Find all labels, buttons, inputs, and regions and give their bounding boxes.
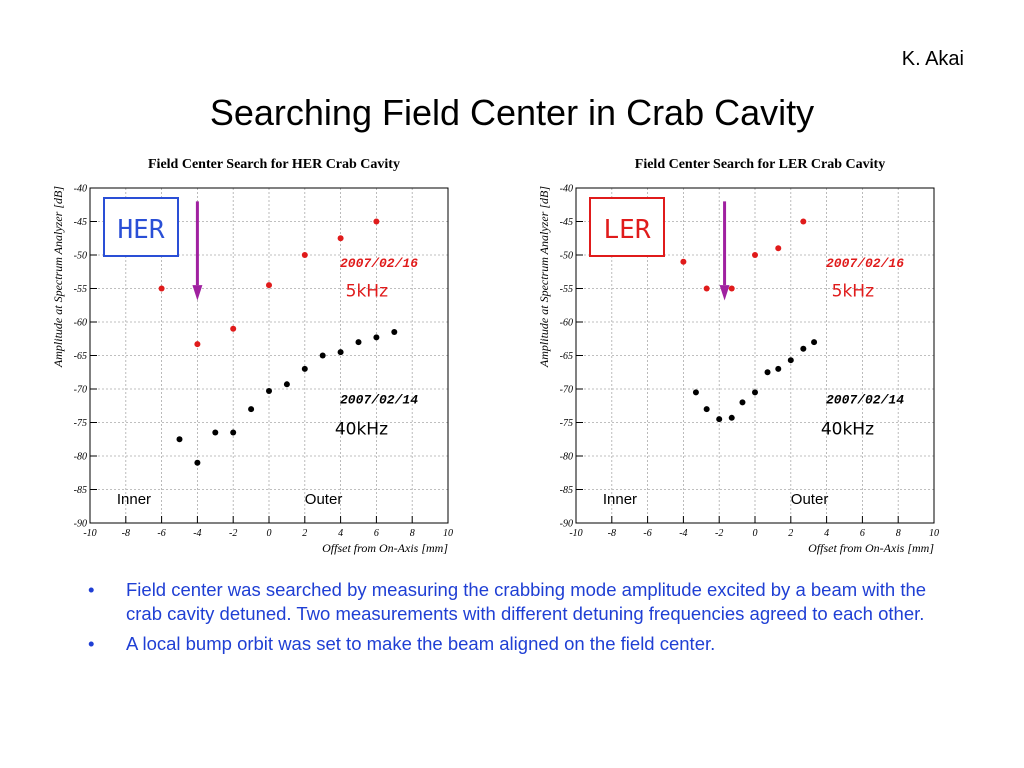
y-axis-title: Amplitude at Spectrum Analyzer [dB] — [537, 186, 551, 368]
data-point — [194, 460, 200, 466]
y-tick-label: -75 — [559, 418, 573, 429]
data-point — [320, 353, 326, 359]
data-point — [338, 349, 344, 355]
y-tick-label: -75 — [73, 418, 87, 429]
detuning-frequency: 5kHz — [831, 281, 874, 302]
data-point — [356, 339, 362, 345]
bullet-text: A local bump orbit was set to make the beam aligned on the field center. — [126, 633, 716, 654]
x-tick-label: 10 — [443, 528, 453, 539]
data-point — [693, 389, 699, 395]
data-point — [159, 286, 165, 292]
x-tick-label: 6 — [859, 528, 865, 539]
x-tick-label: 4 — [824, 528, 830, 539]
data-point — [212, 430, 218, 436]
x-tick-label: 8 — [409, 528, 415, 539]
y-tick-label: -80 — [559, 451, 573, 463]
data-point — [302, 366, 308, 372]
y-tick-label: -85 — [73, 485, 87, 496]
data-point — [729, 286, 735, 292]
data-point — [800, 219, 806, 225]
y-tick-label: -60 — [73, 317, 87, 329]
y-tick-label: -80 — [73, 451, 87, 463]
data-point — [775, 245, 781, 251]
y-tick-label: -40 — [559, 183, 573, 195]
field-center-arrowhead — [720, 285, 730, 300]
y-tick-label: -90 — [73, 518, 87, 530]
data-point — [284, 381, 290, 387]
x-axis-title: Offset from On-Axis [mm] — [322, 541, 448, 555]
data-point — [373, 334, 379, 340]
y-axis-title: Amplitude at Spectrum Analyzer [dB] — [51, 186, 65, 368]
x-tick-label: -4 — [193, 528, 202, 539]
chart-svg — [40, 148, 470, 558]
data-point — [248, 406, 254, 412]
data-point — [752, 389, 758, 395]
x-tick-label: 2 — [302, 528, 308, 539]
measurement-date: 2007/02/14 — [825, 392, 904, 408]
data-point — [788, 357, 794, 363]
bullet-item — [84, 578, 964, 626]
bullet-text: Field center was searched by measuring the crabbing mode amplitude excited by a beam with the crab cavity detuned. Two measurements with different detuning frequencies agreed to each other. — [126, 579, 927, 624]
x-tick-label: -6 — [643, 528, 652, 539]
chart-svg — [526, 148, 956, 558]
x-tick-label: 6 — [373, 528, 379, 539]
measurement-date: 2007/02/14 — [339, 392, 418, 408]
cavity-label: HER — [117, 215, 165, 245]
data-point — [266, 282, 272, 288]
x-tick-label: 8 — [895, 528, 901, 539]
data-point — [391, 329, 397, 335]
data-point — [704, 286, 710, 292]
outer-label: Outer — [790, 491, 829, 509]
data-point — [680, 259, 686, 265]
x-tick-label: 10 — [929, 528, 939, 539]
bullet-marker: • — [88, 579, 95, 600]
measurement-date: 2007/02/16 — [825, 256, 904, 272]
her-chart — [40, 148, 470, 558]
y-tick-label: -55 — [73, 284, 87, 295]
data-point — [729, 415, 735, 421]
data-point — [230, 326, 236, 332]
data-point — [800, 346, 806, 352]
x-tick-label: -8 — [121, 528, 130, 539]
bullet-list — [84, 578, 964, 662]
cavity-label: LER — [603, 215, 651, 245]
data-point — [739, 399, 745, 405]
inner-label: Inner — [116, 491, 152, 509]
x-tick-label: 2 — [788, 528, 794, 539]
detuning-frequency: 40kHz — [334, 419, 388, 440]
y-tick-label: -90 — [559, 518, 573, 530]
x-tick-label: 0 — [266, 528, 272, 539]
ler-chart — [526, 148, 956, 558]
x-tick-label: 4 — [338, 528, 344, 539]
x-tick-label: -4 — [679, 528, 688, 539]
data-point — [716, 416, 722, 422]
data-point — [194, 341, 200, 347]
bullet-item — [84, 632, 964, 656]
x-tick-label: -10 — [83, 528, 97, 539]
x-tick-label: -2 — [715, 528, 724, 539]
measurement-date: 2007/02/16 — [339, 256, 418, 272]
data-point — [775, 366, 781, 372]
y-tick-label: -45 — [559, 217, 573, 228]
x-axis-title: Offset from On-Axis [mm] — [808, 541, 934, 555]
y-tick-label: -85 — [559, 485, 573, 496]
x-tick-label: -8 — [607, 528, 616, 539]
x-tick-label: 0 — [752, 528, 758, 539]
inner-label: Inner — [602, 491, 638, 509]
author-name: K. Akai — [901, 48, 964, 70]
field-center-arrowhead — [192, 285, 202, 300]
data-point — [338, 235, 344, 241]
y-tick-label: -65 — [559, 351, 573, 362]
data-point — [811, 339, 817, 345]
data-point — [373, 219, 379, 225]
x-tick-label: -10 — [569, 528, 583, 539]
y-tick-label: -40 — [73, 183, 87, 195]
x-tick-label: -2 — [229, 528, 238, 539]
chart-title: Field Center Search for LER Crab Cavity — [634, 157, 886, 172]
data-point — [302, 252, 308, 258]
y-tick-label: -45 — [73, 217, 87, 228]
x-tick-label: -6 — [157, 528, 166, 539]
data-point — [266, 388, 272, 394]
y-tick-label: -65 — [73, 351, 87, 362]
y-tick-label: -70 — [73, 384, 87, 396]
y-tick-label: -50 — [559, 250, 573, 262]
y-tick-label: -70 — [559, 384, 573, 396]
outer-label: Outer — [304, 491, 343, 509]
data-point — [765, 369, 771, 375]
slide-title: Searching Field Center in Crab Cavity — [209, 92, 815, 133]
data-point — [704, 406, 710, 412]
chart-title: Field Center Search for HER Crab Cavity — [148, 157, 400, 172]
y-tick-label: -60 — [559, 317, 573, 329]
y-tick-label: -50 — [73, 250, 87, 262]
y-tick-label: -55 — [559, 284, 573, 295]
bullet-marker: • — [88, 633, 95, 654]
data-point — [752, 252, 758, 258]
data-point — [177, 436, 183, 442]
data-point — [230, 430, 236, 436]
detuning-frequency: 5kHz — [345, 281, 388, 302]
detuning-frequency: 40kHz — [820, 419, 874, 440]
